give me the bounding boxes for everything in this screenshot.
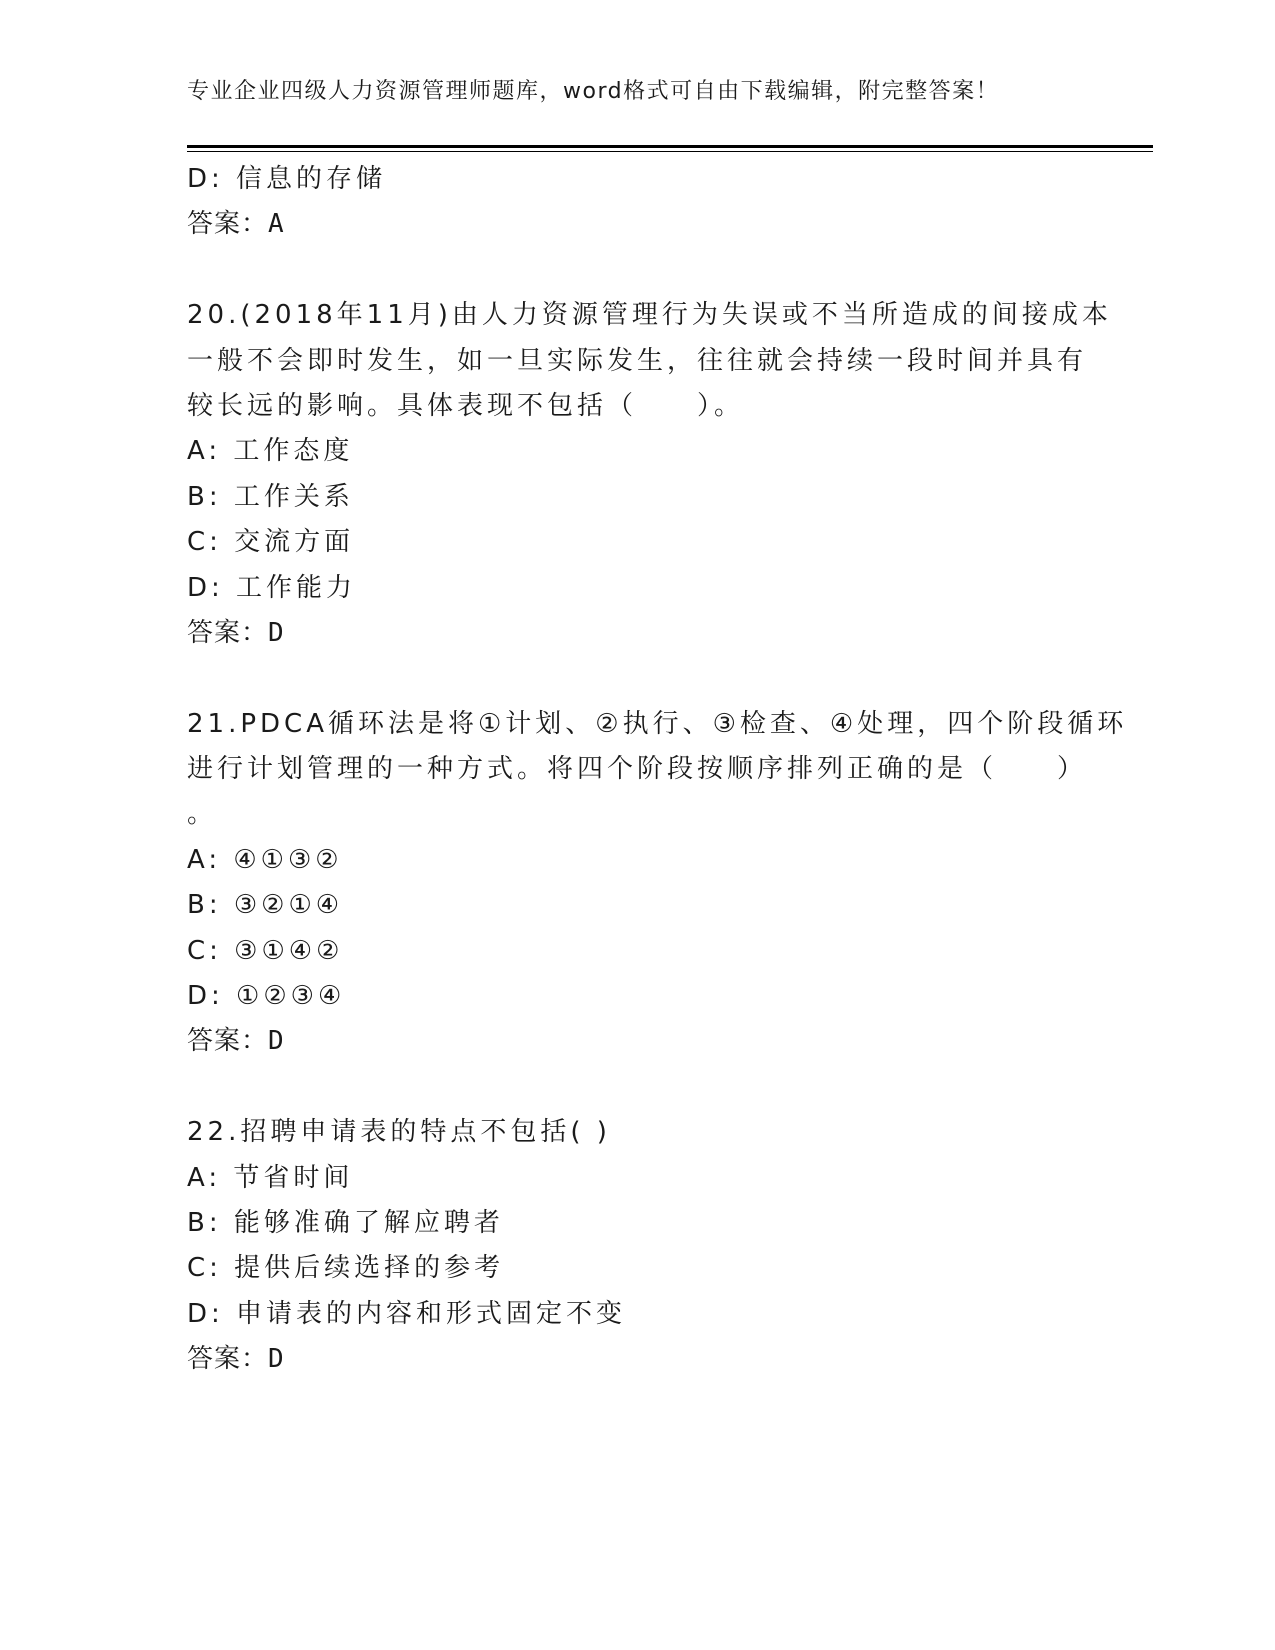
answer-label: 答案： xyxy=(187,1344,269,1375)
spacer xyxy=(187,656,1087,701)
question-21 xyxy=(187,702,1128,1065)
spacer xyxy=(187,248,1087,293)
option-d: D: 申请表的内容和形式固定不变 xyxy=(187,1298,627,1329)
option-a: A: ④①③② xyxy=(187,844,343,875)
option-b: B: ③②①④ xyxy=(187,890,344,921)
option-d: D: 工作能力 xyxy=(187,572,357,603)
spacer xyxy=(187,1065,1087,1110)
option-d: D: ①②③④ xyxy=(187,981,346,1012)
option-a: A: 节省时间 xyxy=(187,1162,354,1193)
question-20 xyxy=(187,293,1112,656)
header-rule-thick xyxy=(187,145,1153,148)
answer-label: 答案： xyxy=(187,617,269,648)
option-c: C: 提供后续选择的参考 xyxy=(187,1253,505,1284)
document-header: 专业企业四级人力资源管理师题库，word格式可自由下载编辑，附完整答案！ xyxy=(187,79,1000,104)
answer-line xyxy=(187,1019,1087,1064)
answer-value: A xyxy=(268,209,284,240)
option-b: B: 能够准确了解应聘者 xyxy=(187,1207,504,1238)
answer-value: D xyxy=(268,1344,284,1375)
question-stem-line: 。 xyxy=(187,799,218,830)
question-stem-line: 一般不会即时发生，如一旦实际发生，往往就会持续一段时间并具有 xyxy=(187,345,1088,376)
question-stem-line: 20.(2018年11月)由人力资源管理行为失误或不当所造成的间接成本 xyxy=(187,300,1112,331)
answer-value: D xyxy=(268,1026,284,1057)
answer-line xyxy=(187,202,1087,247)
question-stem-line: 进行计划管理的一种方式。将四个阶段按顺序排列正确的是（ ） xyxy=(187,754,1088,785)
question-stem-line: 21.PDCA循环法是将①计划、②执行、③检查、④处理，四个阶段循环 xyxy=(187,708,1128,739)
answer-line xyxy=(187,1337,1087,1382)
option-a: A: 工作态度 xyxy=(187,436,354,467)
question-stem-line: 较长远的影响。具体表现不包括（ ）。 xyxy=(187,390,745,421)
option-c: C: 交流方面 xyxy=(187,527,355,558)
document-body xyxy=(187,157,1128,1383)
answer-value: D xyxy=(268,617,284,648)
option-d: D: 信息的存储 xyxy=(187,164,387,194)
option-b: B: 工作关系 xyxy=(187,481,354,512)
answer-label: 答案： xyxy=(187,209,269,240)
option-c: C: ③①④② xyxy=(187,935,344,966)
answer-line xyxy=(187,611,1087,656)
answer-label: 答案： xyxy=(187,1026,269,1057)
header-rule-thin xyxy=(187,151,1153,152)
question-stem-line: 22.招聘申请表的特点不包括( ) xyxy=(187,1117,611,1148)
question-22 xyxy=(187,1110,1087,1382)
